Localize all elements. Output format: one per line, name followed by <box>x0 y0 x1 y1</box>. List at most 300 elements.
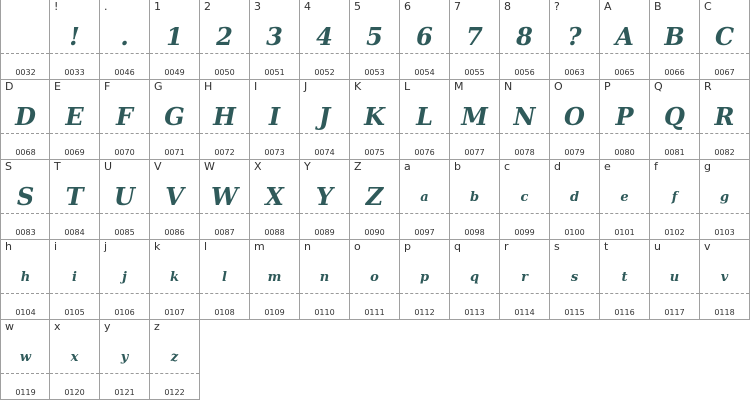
baseline-divider <box>50 133 99 134</box>
baseline-divider <box>100 53 149 54</box>
baseline-divider <box>1 53 49 54</box>
glyph-label: ? <box>554 0 560 13</box>
glyph-label: S <box>5 160 12 173</box>
glyph-label: A <box>604 0 612 13</box>
glyph-sample: T <box>65 182 84 211</box>
baseline-divider <box>500 53 549 54</box>
glyph-sample: L <box>416 102 433 131</box>
glyph-sample: i <box>72 269 77 285</box>
baseline-divider <box>1 213 49 214</box>
baseline-divider <box>1 133 49 134</box>
baseline-divider <box>150 213 199 214</box>
glyph-label: c <box>504 160 511 173</box>
glyph-label: 7 <box>454 0 461 13</box>
glyph-cell <box>50 160 100 240</box>
baseline-divider <box>550 213 599 214</box>
baseline-divider <box>350 213 399 214</box>
glyph-cell <box>500 160 550 240</box>
baseline-divider <box>100 373 149 374</box>
char-code: 0117 <box>664 308 685 317</box>
char-code: 0065 <box>614 68 635 77</box>
glyph-label: E <box>54 80 61 93</box>
glyph-label: M <box>454 80 464 93</box>
glyph-cell <box>150 160 200 240</box>
char-code: 0090 <box>364 228 385 237</box>
glyph-sample: v <box>720 269 729 285</box>
baseline-divider <box>100 293 149 294</box>
glyph-label: s <box>554 240 560 253</box>
glyph-sample: X <box>265 182 284 211</box>
glyph-label: 8 <box>504 0 511 13</box>
glyph-sample: R <box>714 102 735 131</box>
glyph-cell <box>700 160 750 240</box>
glyph-cell <box>200 240 250 320</box>
glyph-sample: o <box>370 269 379 285</box>
glyph-cell <box>250 160 300 240</box>
char-code: 0114 <box>514 308 535 317</box>
baseline-divider <box>150 293 199 294</box>
char-code: 0033 <box>64 68 85 77</box>
glyph-cell <box>350 160 400 240</box>
glyph-cell <box>300 160 350 240</box>
glyph-label: 6 <box>404 0 411 13</box>
baseline-divider <box>400 133 449 134</box>
glyph-label: ! <box>54 0 59 13</box>
baseline-divider <box>150 53 199 54</box>
glyph-label: l <box>204 240 208 253</box>
char-code: 0111 <box>364 308 385 317</box>
glyph-sample: ? <box>567 22 582 51</box>
glyph-sample: Y <box>315 182 334 211</box>
char-code: 0106 <box>114 308 135 317</box>
glyph-label: Y <box>304 160 311 173</box>
glyph-sample: P <box>615 102 634 131</box>
baseline-divider <box>200 213 249 214</box>
glyph-label: h <box>5 240 12 253</box>
glyph-cell <box>300 240 350 320</box>
glyph-label: W <box>204 160 215 173</box>
char-code: 0110 <box>314 308 335 317</box>
glyph-label: O <box>554 80 563 93</box>
char-code: 0086 <box>164 228 185 237</box>
baseline-divider <box>300 213 349 214</box>
glyph-sample: 3 <box>266 22 283 51</box>
char-code: 0067 <box>714 68 735 77</box>
char-code: 0063 <box>564 68 585 77</box>
baseline-divider <box>350 293 399 294</box>
glyph-label: B <box>654 0 662 13</box>
baseline-divider <box>600 293 649 294</box>
glyph-sample: K <box>364 102 385 131</box>
glyph-cell <box>200 80 250 160</box>
glyph-sample: A <box>615 22 634 51</box>
char-code: 0054 <box>414 68 435 77</box>
char-code: 0070 <box>114 148 135 157</box>
glyph-sample: r <box>521 269 528 285</box>
glyph-cell <box>150 240 200 320</box>
glyph-cell <box>200 0 250 80</box>
glyph-cell <box>500 80 550 160</box>
char-code: 0105 <box>64 308 85 317</box>
char-code: 0121 <box>114 388 135 397</box>
glyph-label: 3 <box>254 0 261 13</box>
glyph-cell <box>50 80 100 160</box>
baseline-divider <box>450 293 499 294</box>
baseline-divider <box>450 53 499 54</box>
char-code: 0056 <box>514 68 535 77</box>
char-code: 0108 <box>214 308 235 317</box>
baseline-divider <box>350 133 399 134</box>
glyph-sample: I <box>268 102 281 131</box>
baseline-divider <box>200 53 249 54</box>
char-code: 0071 <box>164 148 185 157</box>
glyph-cell <box>100 0 150 80</box>
glyph-cell <box>300 0 350 80</box>
glyph-sample: Q <box>664 102 685 131</box>
baseline-divider <box>700 213 749 214</box>
char-code: 0083 <box>15 228 36 237</box>
baseline-divider <box>450 213 499 214</box>
glyph-label: N <box>504 80 513 93</box>
glyph-sample: E <box>65 102 84 131</box>
glyph-cell <box>450 80 500 160</box>
baseline-divider <box>500 293 549 294</box>
baseline-divider <box>50 53 99 54</box>
glyph-sample: ! <box>69 22 80 51</box>
char-code: 0078 <box>514 148 535 157</box>
glyph-label: i <box>54 240 58 253</box>
glyph-cell <box>500 240 550 320</box>
glyph-cell <box>250 0 300 80</box>
char-code: 0113 <box>464 308 485 317</box>
glyph-label: g <box>704 160 711 173</box>
glyph-label: f <box>654 160 658 173</box>
glyph-sample: U <box>114 182 135 211</box>
baseline-divider <box>100 133 149 134</box>
glyph-sample: d <box>569 189 580 205</box>
glyph-cell <box>600 80 650 160</box>
baseline-divider <box>150 373 199 374</box>
glyph-sample: S <box>16 182 35 211</box>
baseline-divider <box>550 293 599 294</box>
glyph-sample: M <box>461 102 488 131</box>
glyph-label: G <box>154 80 163 93</box>
glyph-cell <box>700 0 750 80</box>
glyph-sample: z <box>170 349 179 365</box>
char-code: 0068 <box>15 148 36 157</box>
glyph-cell <box>50 240 100 320</box>
glyph-label: v <box>704 240 711 253</box>
glyph-cell <box>650 0 700 80</box>
char-code: 0104 <box>15 308 36 317</box>
glyph-cell <box>600 0 650 80</box>
glyph-cell <box>100 320 150 400</box>
glyph-sample: 2 <box>216 22 233 51</box>
baseline-divider <box>250 53 299 54</box>
glyph-cell <box>650 240 700 320</box>
glyph-sample: e <box>620 189 629 205</box>
glyph-label: 5 <box>354 0 361 13</box>
glyph-sample: g <box>719 189 730 205</box>
char-code: 0055 <box>464 68 485 77</box>
baseline-divider <box>1 293 49 294</box>
glyph-sample: B <box>664 22 685 51</box>
baseline-divider <box>300 53 349 54</box>
glyph-sample: f <box>671 189 678 205</box>
glyph-sample: 1 <box>166 22 183 51</box>
char-code: 0097 <box>414 228 435 237</box>
char-code: 0085 <box>114 228 135 237</box>
glyph-cell <box>100 80 150 160</box>
glyph-sample: k <box>169 269 179 285</box>
glyph-label: R <box>704 80 712 93</box>
char-code: 0107 <box>164 308 185 317</box>
glyph-cell <box>150 80 200 160</box>
char-code: 0116 <box>614 308 635 317</box>
baseline-divider <box>700 133 749 134</box>
glyph-label: Q <box>654 80 663 93</box>
char-code: 0115 <box>564 308 585 317</box>
baseline-divider <box>50 293 99 294</box>
baseline-divider <box>200 293 249 294</box>
glyph-sample: 4 <box>316 22 333 51</box>
glyph-sample: G <box>164 102 185 131</box>
glyph-label: z <box>154 320 160 333</box>
glyph-label: D <box>5 80 14 93</box>
glyph-sample: H <box>213 102 236 131</box>
char-code: 0119 <box>15 388 36 397</box>
baseline-divider <box>50 213 99 214</box>
glyph-sample: F <box>115 102 134 131</box>
char-code: 0066 <box>664 68 685 77</box>
baseline-divider <box>650 293 699 294</box>
char-code: 0050 <box>214 68 235 77</box>
baseline-divider <box>400 53 449 54</box>
glyph-label: 4 <box>304 0 311 13</box>
glyph-sample: w <box>19 349 32 365</box>
char-code: 0109 <box>264 308 285 317</box>
baseline-divider <box>250 213 299 214</box>
glyph-cell <box>50 320 100 400</box>
char-code: 0072 <box>214 148 235 157</box>
char-code: 0101 <box>614 228 635 237</box>
baseline-divider <box>350 53 399 54</box>
char-code: 0098 <box>464 228 485 237</box>
glyph-label: x <box>54 320 61 333</box>
baseline-divider <box>650 133 699 134</box>
glyph-sample: q <box>469 269 480 285</box>
glyph-cell <box>450 240 500 320</box>
glyph-cell <box>0 160 50 240</box>
char-code: 0102 <box>664 228 685 237</box>
baseline-divider <box>550 133 599 134</box>
glyph-sample: Z <box>365 182 384 211</box>
baseline-divider <box>300 293 349 294</box>
baseline-divider <box>650 53 699 54</box>
glyph-sample: b <box>469 189 480 205</box>
glyph-sample: m <box>267 269 282 285</box>
glyph-label: X <box>254 160 262 173</box>
glyph-sample: . <box>120 22 129 51</box>
char-code: 0099 <box>514 228 535 237</box>
glyph-cell <box>400 240 450 320</box>
glyph-cell <box>250 80 300 160</box>
glyph-cell <box>350 240 400 320</box>
char-code: 0082 <box>714 148 735 157</box>
glyph-label: n <box>304 240 311 253</box>
glyph-cell <box>100 160 150 240</box>
char-code: 0069 <box>64 148 85 157</box>
baseline-divider <box>150 133 199 134</box>
char-code: 0122 <box>164 388 185 397</box>
char-code: 0081 <box>664 148 685 157</box>
baseline-divider <box>200 133 249 134</box>
char-code: 0077 <box>464 148 485 157</box>
char-code: 0079 <box>564 148 585 157</box>
glyph-cell <box>50 0 100 80</box>
glyph-sample: D <box>15 102 36 131</box>
glyph-label: V <box>154 160 162 173</box>
glyph-cell <box>600 160 650 240</box>
glyph-label: L <box>404 80 411 93</box>
glyph-cell <box>350 80 400 160</box>
glyph-cell <box>400 0 450 80</box>
glyph-label: p <box>404 240 411 253</box>
glyph-cell <box>450 160 500 240</box>
glyph-label: U <box>104 160 113 173</box>
glyph-cell <box>400 160 450 240</box>
char-code: 0088 <box>264 228 285 237</box>
glyph-sample: 6 <box>416 22 433 51</box>
char-code: 0087 <box>214 228 235 237</box>
glyph-sample: s <box>570 269 579 285</box>
baseline-divider <box>300 133 349 134</box>
glyph-sample: C <box>714 22 735 51</box>
glyph-cell <box>650 160 700 240</box>
glyph-cell <box>650 80 700 160</box>
glyph-label: u <box>654 240 661 253</box>
glyph-sample: 8 <box>516 22 533 51</box>
glyph-sample: u <box>669 269 680 285</box>
glyph-sample: O <box>564 102 585 131</box>
glyph-sample: l <box>222 269 227 285</box>
glyph-sample: 5 <box>366 22 383 51</box>
glyph-label: . <box>104 0 108 13</box>
glyph-cell <box>0 240 50 320</box>
glyph-cell <box>200 160 250 240</box>
glyph-label: w <box>5 320 14 333</box>
glyph-label: C <box>704 0 712 13</box>
glyph-cell <box>350 0 400 80</box>
glyph-cell <box>600 240 650 320</box>
glyph-label: o <box>354 240 361 253</box>
char-code: 0080 <box>614 148 635 157</box>
baseline-divider <box>600 133 649 134</box>
baseline-divider <box>400 213 449 214</box>
baseline-divider <box>450 133 499 134</box>
glyph-cell <box>100 240 150 320</box>
glyph-label: H <box>204 80 213 93</box>
char-code: 0053 <box>364 68 385 77</box>
glyph-cell <box>700 80 750 160</box>
baseline-divider <box>650 213 699 214</box>
glyph-cell <box>550 80 600 160</box>
glyph-label: d <box>554 160 561 173</box>
glyph-cell <box>300 80 350 160</box>
glyph-sample: c <box>520 189 529 205</box>
baseline-divider <box>600 53 649 54</box>
glyph-label: y <box>104 320 111 333</box>
glyph-sample: a <box>420 189 429 205</box>
glyph-cell <box>400 80 450 160</box>
glyph-sample: h <box>20 269 31 285</box>
glyph-label: m <box>254 240 265 253</box>
baseline-divider <box>50 373 99 374</box>
char-code: 0089 <box>314 228 335 237</box>
glyph-label: j <box>104 240 108 253</box>
char-code: 0074 <box>314 148 335 157</box>
baseline-divider <box>400 293 449 294</box>
glyph-cell <box>550 0 600 80</box>
glyph-label: P <box>604 80 611 93</box>
char-code: 0032 <box>15 68 36 77</box>
glyph-sample: y <box>120 349 129 365</box>
glyph-cell <box>550 240 600 320</box>
glyph-label: t <box>604 240 609 253</box>
char-code: 0120 <box>64 388 85 397</box>
glyph-label: I <box>254 80 258 93</box>
glyph-sample: W <box>211 182 238 211</box>
baseline-divider <box>700 53 749 54</box>
baseline-divider <box>700 293 749 294</box>
char-code: 0118 <box>714 308 735 317</box>
glyph-sample: p <box>419 269 430 285</box>
glyph-label: T <box>54 160 61 173</box>
glyph-cell <box>250 240 300 320</box>
glyph-label: 1 <box>154 0 161 13</box>
baseline-divider <box>100 213 149 214</box>
char-code: 0112 <box>414 308 435 317</box>
glyph-label: b <box>454 160 461 173</box>
glyph-sample: 7 <box>466 22 483 51</box>
char-code: 0046 <box>114 68 135 77</box>
baseline-divider <box>250 293 299 294</box>
glyph-cell <box>0 0 50 80</box>
glyph-sample <box>1 20 50 54</box>
glyph-cell <box>500 0 550 80</box>
glyph-label: q <box>454 240 461 253</box>
glyph-label: k <box>154 240 161 253</box>
glyph-label: Z <box>354 160 362 173</box>
glyph-label: 2 <box>204 0 211 13</box>
char-code: 0076 <box>414 148 435 157</box>
baseline-divider <box>250 133 299 134</box>
glyph-sample: x <box>70 349 79 365</box>
glyph-cell <box>150 0 200 80</box>
baseline-divider <box>500 133 549 134</box>
baseline-divider <box>500 213 549 214</box>
char-code: 0103 <box>714 228 735 237</box>
char-code: 0075 <box>364 148 385 157</box>
char-code: 0073 <box>264 148 285 157</box>
glyph-sample: V <box>165 182 184 211</box>
char-code: 0049 <box>164 68 185 77</box>
baseline-divider <box>600 213 649 214</box>
glyph-label: e <box>604 160 611 173</box>
glyph-label: F <box>104 80 111 93</box>
glyph-label: r <box>504 240 509 253</box>
glyph-cell <box>150 320 200 400</box>
